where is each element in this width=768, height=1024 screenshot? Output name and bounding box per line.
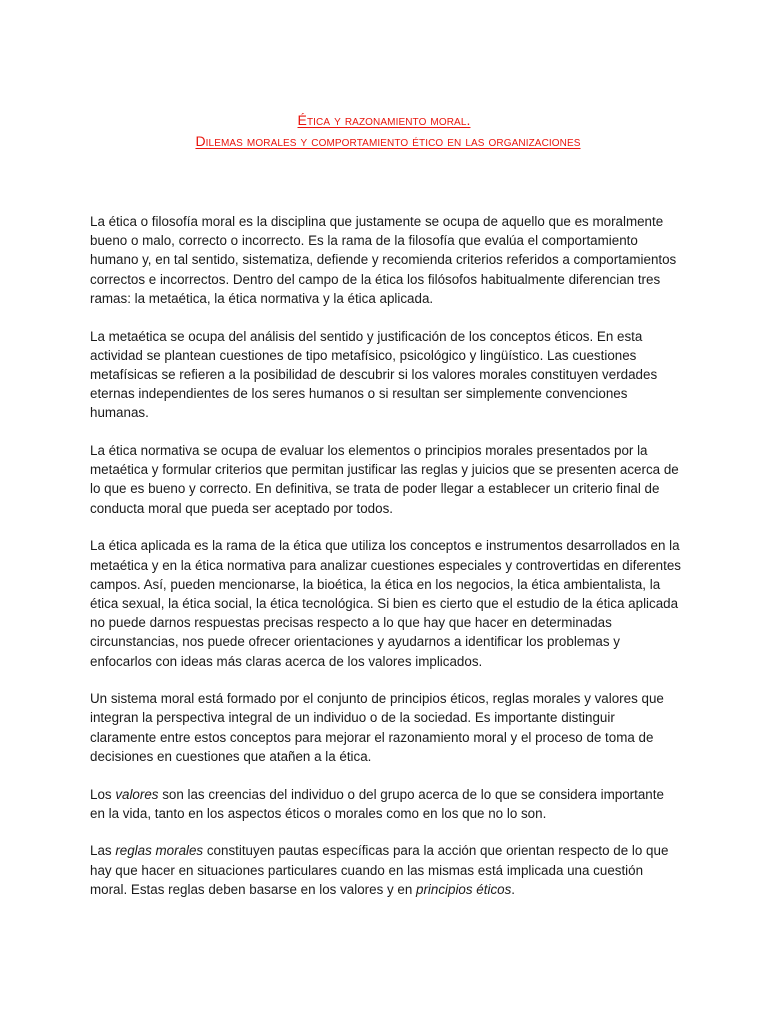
reglas-end: . [511,881,516,897]
valores-term: valores [115,786,159,802]
title-line-2: Dilemas morales y comportamiento ético en las organizaciones [195,133,581,149]
reglas-middle: constituyen pautas específicas para la acción que orientan respecto de lo que hay que hacer en situaciones particulares cuando en las mismas está implicada una cuestión moral. Estas reglas deben basarse en los valores y en [90,843,669,897]
principios-term: principios éticos [416,881,512,897]
paragraph-etica-normativa: La ética normativa se ocupa de evaluar los elementos o principios morales presentados por la metaética y formular criterios que permitan justificar las reglas y juicios que se presenten acerca de lo que es bueno y correcto. En definitiva, se trata de poder llegar a establecer un criterio final de conducta moral que pueda ser aceptado por todos. [90,443,679,516]
reglas-term: reglas morales [115,843,204,859]
document-body [90,212,682,899]
paragraph-reglas-morales [90,841,682,899]
valores-lead: Los [90,786,116,802]
paragraph-metaetica: La metaética se ocupa del análisis del sentido y justificación de los conceptos éticos. En esta actividad se plantean cuestiones de tipo metafísico, psicológico y lingüístico. Las cuestiones metafísicas se refieren a la posibilidad de descubrir si los valores morales constituyen verdades eternas independientes de los seres humanos o si resultan ser simplemente convenciones humanas. [90,328,658,421]
paragraph-sistema-moral: Un sistema moral está formado por el conjunto de principios éticos, reglas morales y valores que integran la perspectiva integral de un individuo o de la sociedad. Es importante distinguir claramente entre estos conceptos para mejorar el razonamiento moral y el proceso de toma de decisiones en cuestiones que atañen a la ética. [90,691,664,764]
valores-rest: son las creencias del individuo o del grupo acerca de lo que se considera importante en la vida, tanto en los aspectos éticos o morales como en los que no lo son. [90,786,664,821]
paragraph-etica-aplicada: La ética aplicada es la rama de la ética que utiliza los conceptos e instrumentos desarrollados en la metaética y en la ética normativa para analizar cuestiones especiales y controvertidas en diferentes campos. Así, pueden mencionarse, la bioética, la ética en los negocios, la ética ambientalista, la ética sexual, la ética social, la ética tecnológica. Si bien es cierto que el estudio de la ética aplicada no puede darnos respuestas precisas respecto a lo que hay que hacer en determinadas circunstancias, nos puede ofrecer orientaciones y ayudarnos a identificar los problemas y enfocarlos con ideas más claras acerca de los valores implicados. [90,538,681,669]
title-line-1: Ética y razonamiento moral. [297,112,471,128]
paragraph-intro: La ética o filosofía moral es la disciplina que justamente se ocupa de aquello que es moralmente bueno o malo, correcto o incorrecto. Es la rama de la filosofía que evalúa el comportamiento humano y, en tal sentido, sistematiza, defiende y recomienda criterios referidos a comportamientos correctos e incorrectos. Dentro del campo de la ética los filósofos habitualmente diferencian tres ramas: la metaética, la ética normativa y la ética aplicada. [90,214,677,306]
document-title [0,110,768,152]
reglas-lead: Las [90,843,116,859]
paragraph-valores [90,785,682,823]
